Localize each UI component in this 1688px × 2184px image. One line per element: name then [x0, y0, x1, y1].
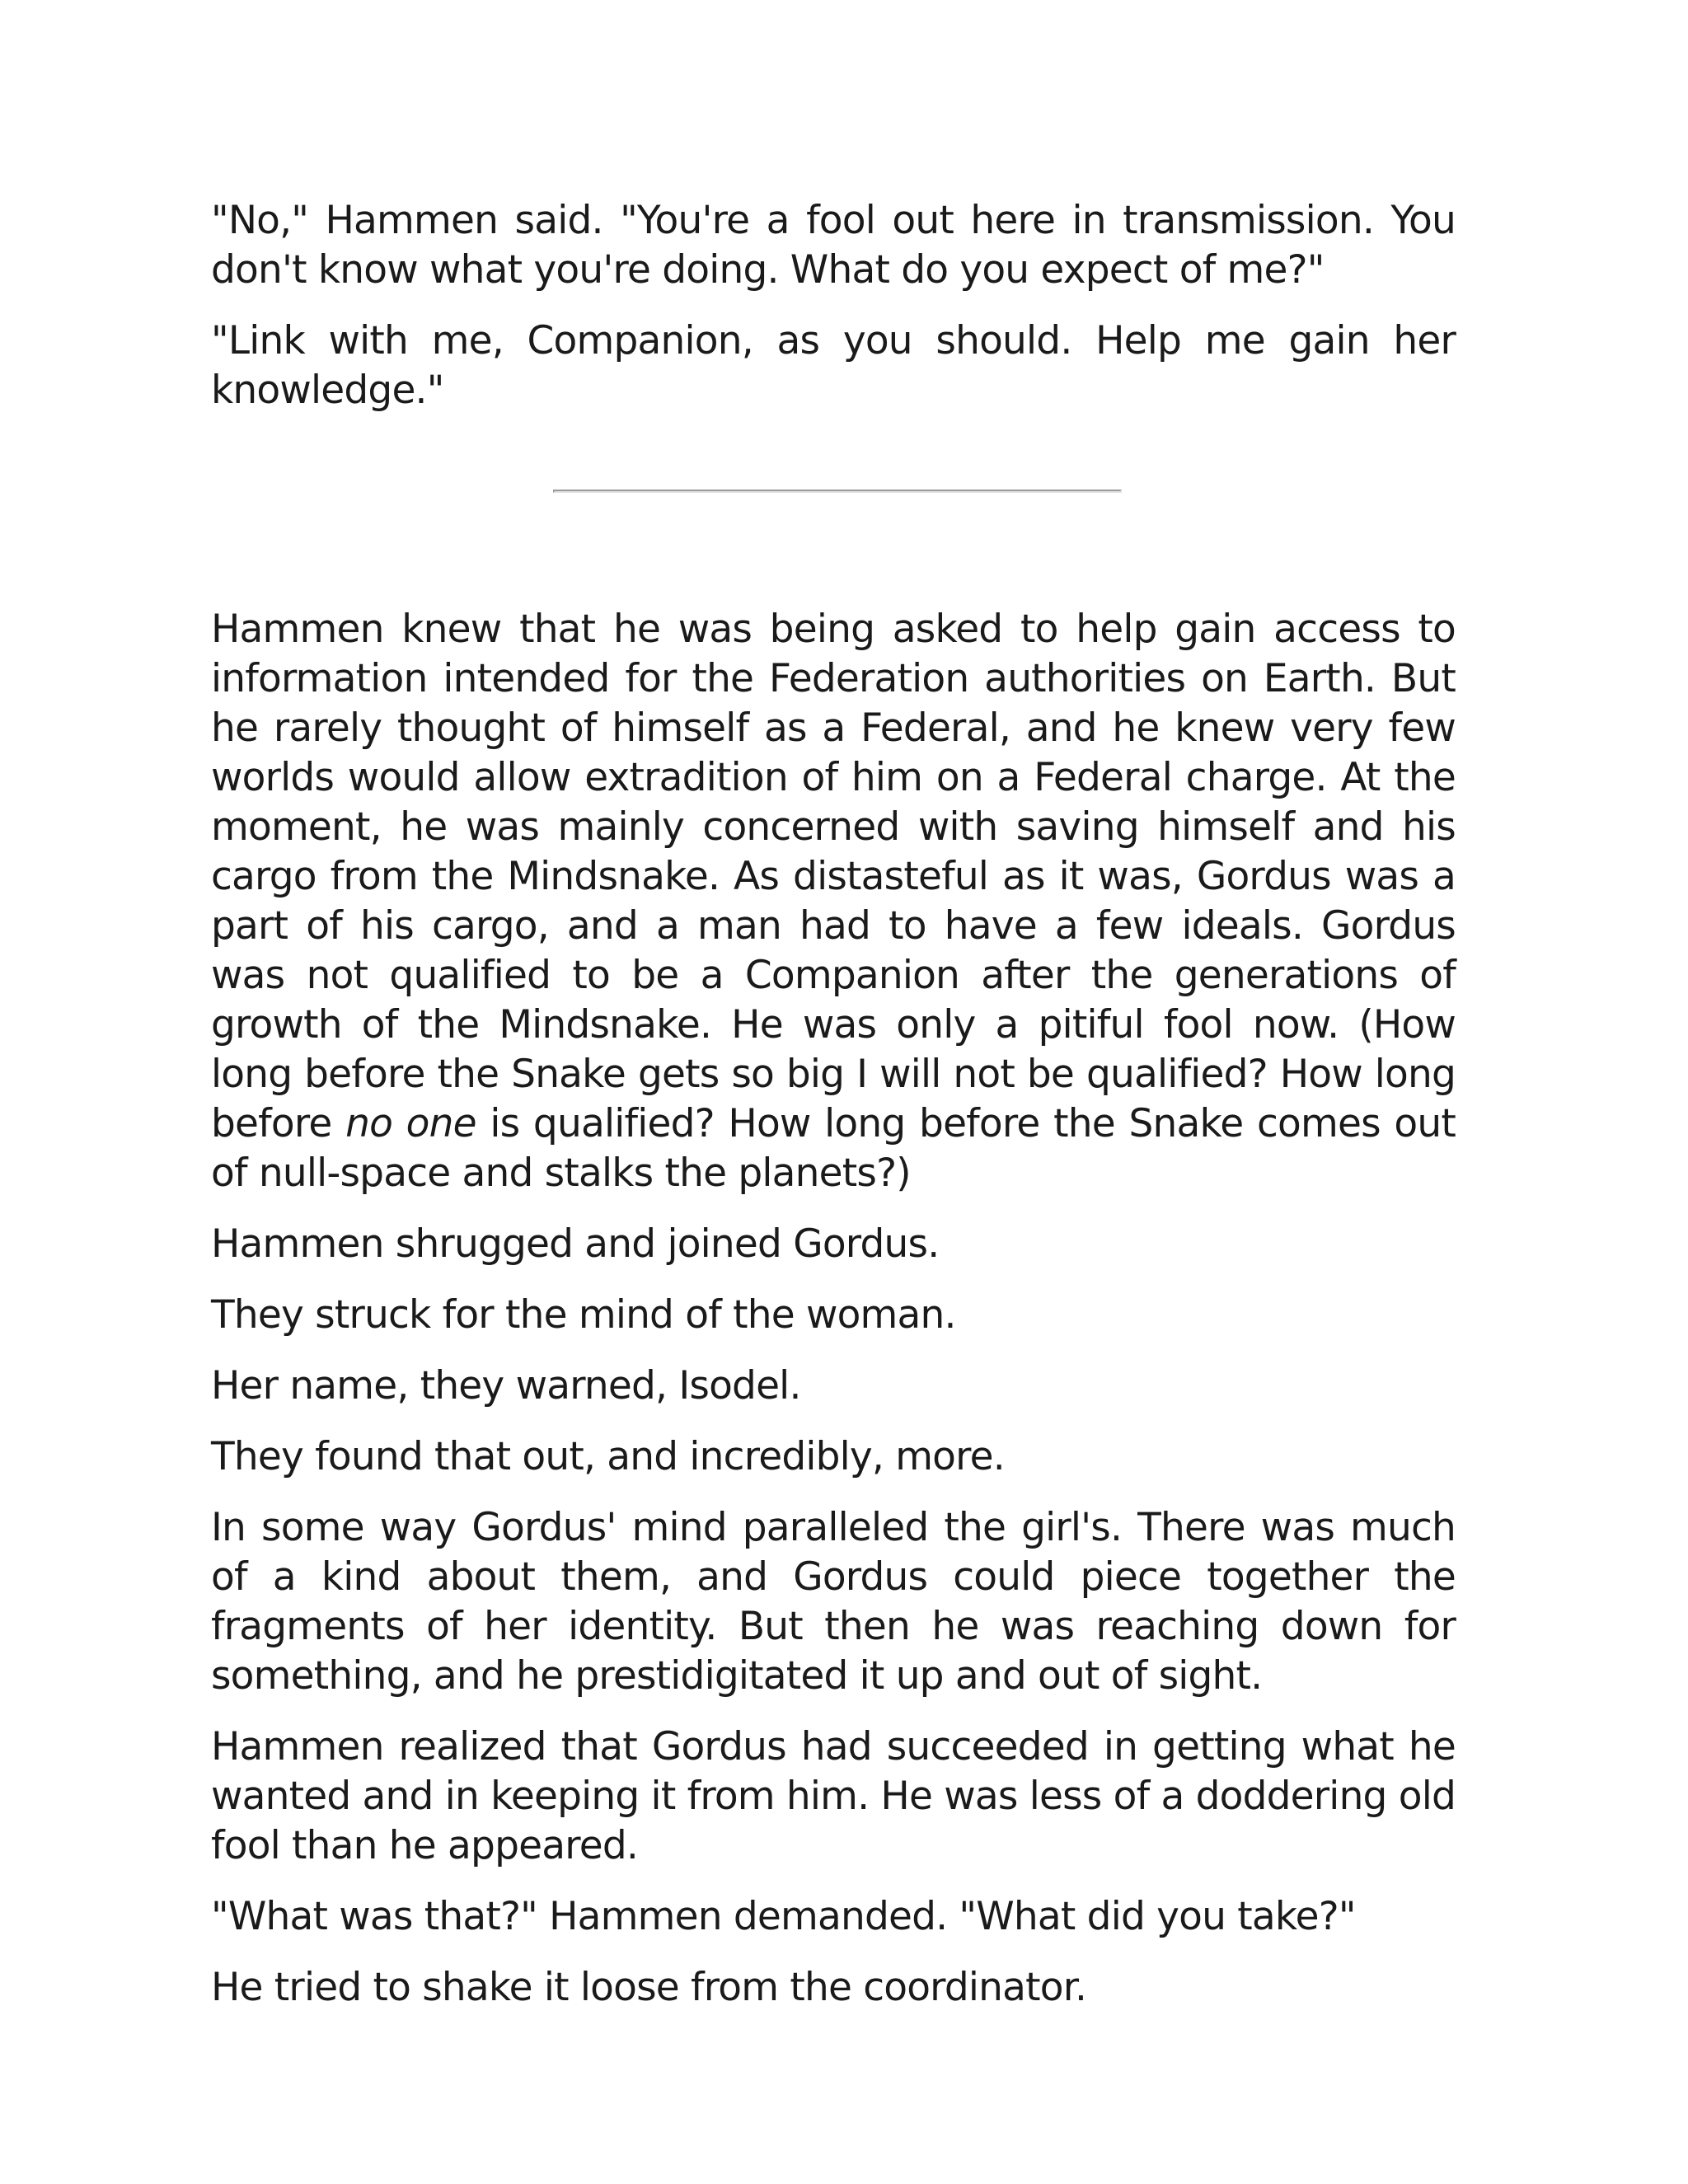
document-page [211, 196, 1456, 2013]
paragraph-shrugged: Hammen shrugged and joined Gordus. [211, 1221, 940, 1267]
paragraph-dialogue-link: "Link with me, Companion, as you should. Help me gain her knowledge." [211, 318, 1456, 413]
paragraph-struck: They struck for the mind of the woman. [211, 1292, 956, 1338]
paragraph-paralleled: In some way Gordus' mind paralleled the girl's. There was much of a kind about them, and Gordus could piece together the fragments of her identity. But then he was reaching down for something, and he prestidigitated it up and out of sight. [211, 1505, 1456, 1699]
paragraph-her-name: Her name, they warned, Isodel. [211, 1363, 801, 1408]
paragraph-realized: Hammen realized that Gordus had succeeded in getting what he wanted and in keeping it from him. He was less of a doddering old fool than he appeared. [211, 1724, 1456, 1868]
section-divider [211, 437, 1456, 605]
paragraph-dialogue-no: "No," Hammen said. "You're a fool out here in transmission. You don't know what you're doing. What do you expect of me?" [211, 198, 1456, 293]
horizontal-rule [553, 490, 1122, 493]
paragraph-what-was-that: "What was that?" Hammen demanded. "What did you take?" [211, 1894, 1356, 1939]
paragraph-hammen-knew [211, 605, 1456, 1198]
paragraph-shake-loose: He tried to shake it loose from the coordinator. [211, 1965, 1087, 2010]
paragraph-text-part1: Hammen knew that he was being asked to help gain access to information intended for the Federation authorities on Earth. But he rarely thought of himself as a Federal, and he knew very few worlds would allow extradition of him on a Federal charge. At the moment, he was mainly concerned with saving himself and his cargo from the Mindsnake. As distasteful as it was, Gordus was a part of his cargo, and a man had to have a few ideals. Gordus was not qualified to be a Companion after the generations of growth of the Mindsnake. He was only a pitiful fool now. (How long before the Snake gets so big I will not be qualified? How long before [211, 607, 1456, 1146]
emphasis-text: no one [345, 1101, 476, 1146]
paragraph-text-part2: is qualified? How long before the Snake comes out of null-space and stalks the planets?) [211, 1101, 1456, 1196]
paragraph-found-out: They found that out, and incredibly, more. [211, 1434, 1005, 1479]
